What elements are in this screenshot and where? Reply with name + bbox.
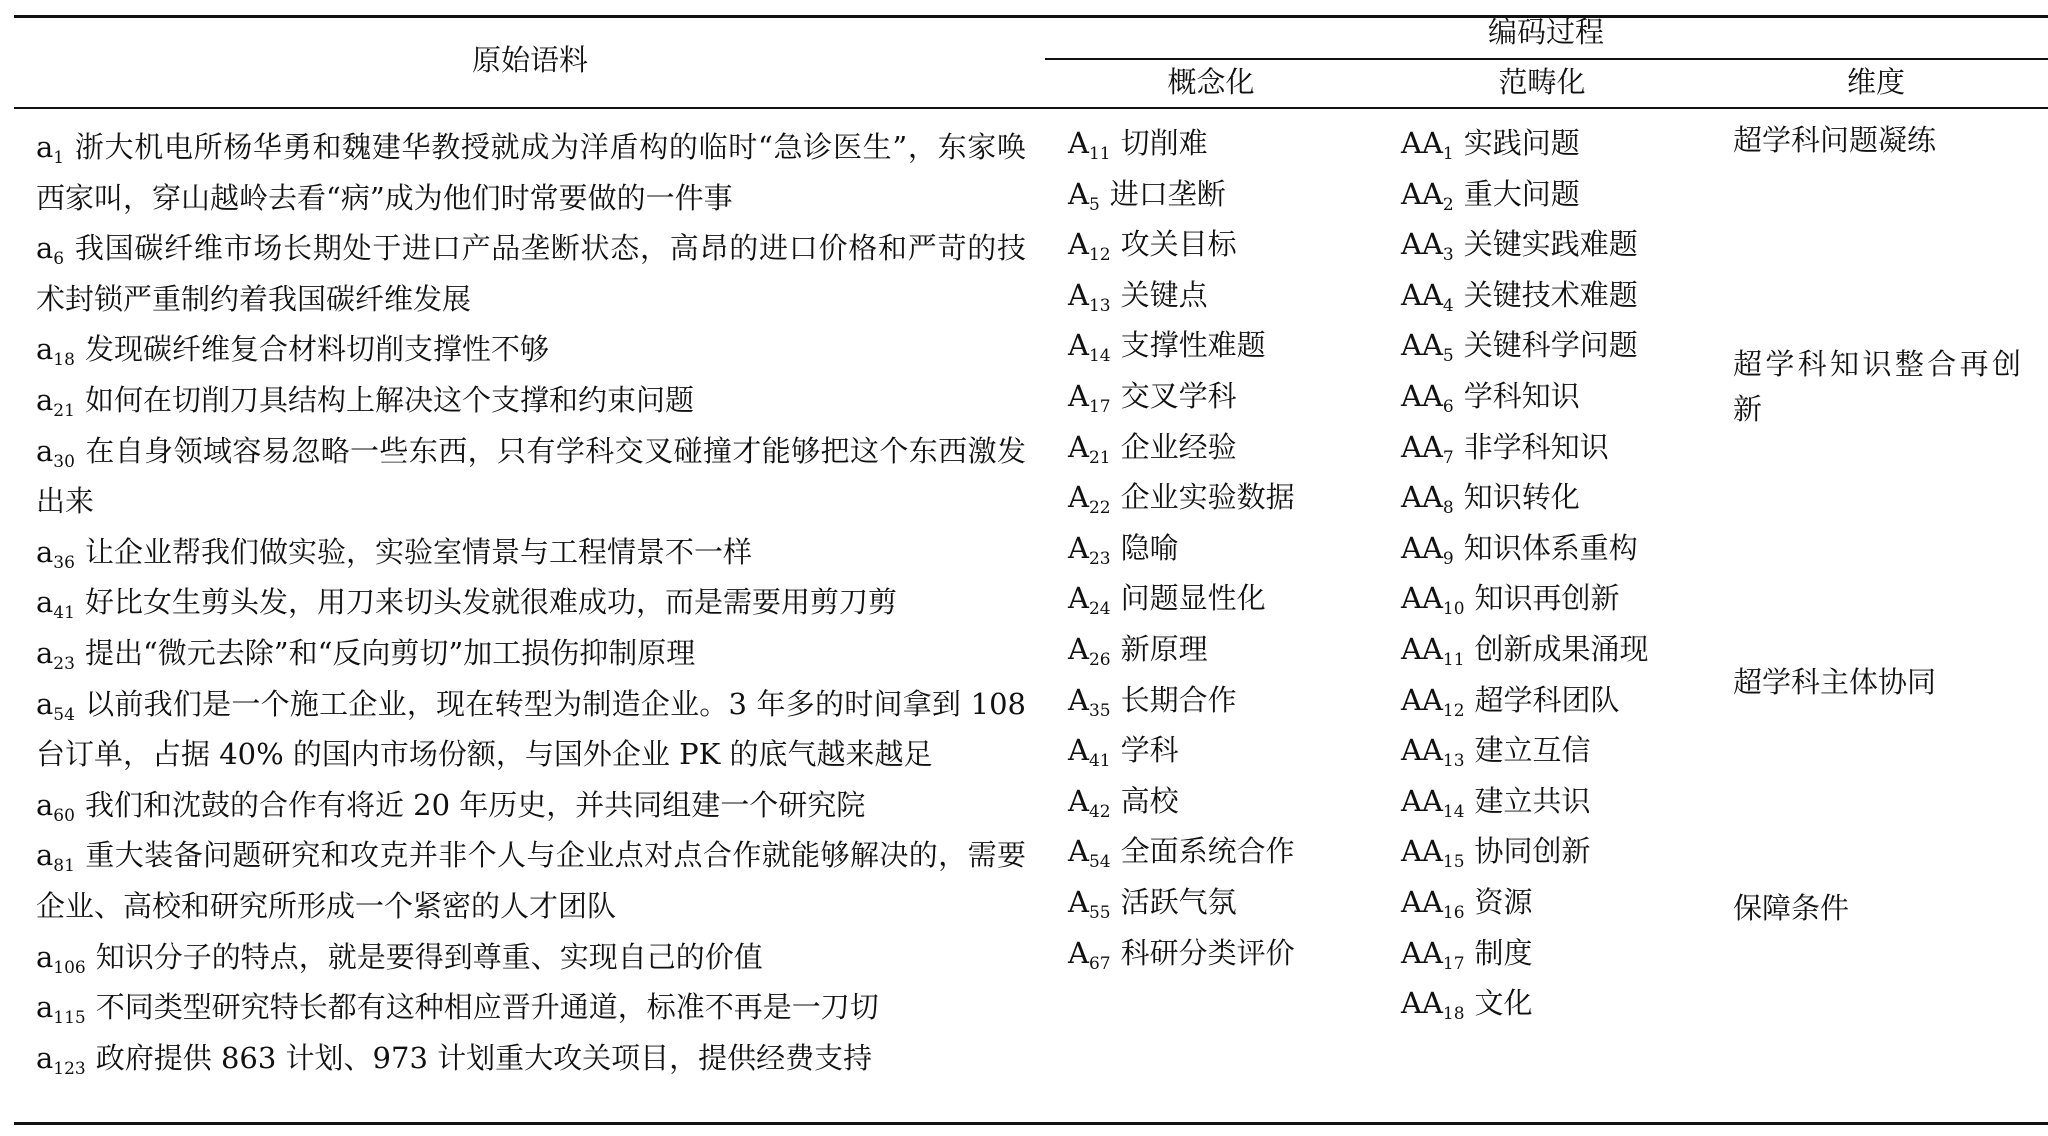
code-tag: $a_{36}$: [36, 534, 75, 573]
code-tag: $AA_{16}$: [1401, 884, 1465, 923]
code-text: 如何在切削刀具结构上解决这个支撑和约束问题: [84, 382, 694, 417]
code-text: 发现碳纤维复合材料切削支撑性不够: [84, 332, 549, 367]
code-tag: $AA_3$: [1401, 227, 1454, 266]
code-text: 知识分子的特点，就是要得到尊重、实现自己的价值: [95, 939, 763, 974]
dimension-knowledge-integration: 超学科知识整合再创新: [1733, 347, 2023, 426]
code-text: 协同创新: [1474, 834, 1591, 869]
code-text: 新原理: [1120, 631, 1208, 666]
concept-item: [1068, 219, 1295, 270]
category-item: [1401, 472, 1649, 523]
code-text: 制度: [1474, 935, 1533, 970]
category-item: [1401, 320, 1649, 371]
code-tag: $A_{41}$: [1068, 733, 1111, 772]
code-text: 活跃气氛: [1120, 884, 1237, 919]
code-text: 让企业帮我们做实验，实验室情景与工程情景不一样: [84, 534, 752, 569]
category-item: [1401, 978, 1649, 1029]
code-tag: $A_{55}$: [1068, 884, 1111, 923]
category-item: [1401, 371, 1649, 422]
code-text: 非学科知识: [1463, 429, 1609, 464]
code-tag: $AA_4$: [1401, 277, 1454, 316]
category-item: [1401, 270, 1649, 321]
code-tag: $a_{60}$: [36, 787, 75, 826]
code-tag: $A_5$: [1068, 176, 1100, 215]
source-item: [36, 122, 1026, 223]
concept-column: [1068, 118, 1295, 978]
source-column-header: 原始语料: [471, 43, 589, 77]
concept-item: [1068, 169, 1295, 220]
category-item: [1401, 675, 1649, 726]
concept-item: [1068, 472, 1295, 523]
concept-item: [1068, 523, 1295, 574]
source-item: [36, 628, 1026, 679]
code-text: 进口垄断: [1109, 176, 1226, 211]
code-text: 建立共识: [1474, 783, 1591, 818]
categorization-header: 范畴化: [1498, 65, 1586, 99]
source-item: [36, 527, 1026, 578]
source-item: [36, 577, 1026, 628]
code-text: 重大问题: [1463, 176, 1580, 211]
code-tag: $a_{81}$: [36, 838, 75, 877]
code-tag: $a_{123}$: [36, 1040, 86, 1079]
code-text: 在自身领域容易忽略一些东西，只有学科交叉碰撞才能够把这个东西激发出来: [36, 433, 1026, 519]
code-tag: $AA_{13}$: [1401, 733, 1465, 772]
code-tag: $A_{54}$: [1068, 834, 1111, 873]
code-tag: $A_{21}$: [1068, 429, 1111, 468]
category-item: [1401, 877, 1649, 928]
code-text: 切削难: [1120, 126, 1208, 160]
code-text: 企业经验: [1120, 429, 1237, 464]
dimension-problem-refinement: 超学科问题凝练: [1733, 123, 1937, 157]
code-text: 关键技术难题: [1463, 277, 1638, 312]
concept-item: [1068, 776, 1295, 827]
source-item: [36, 679, 1026, 780]
category-item: [1401, 776, 1649, 827]
code-text: 关键点: [1120, 277, 1208, 312]
source-item: [36, 223, 1026, 324]
code-tag: $A_{12}$: [1068, 227, 1111, 266]
concept-item: [1068, 371, 1295, 422]
category-item: [1401, 169, 1649, 220]
category-item: [1401, 219, 1649, 270]
code-tag: $A_{17}$: [1068, 378, 1111, 417]
category-item: [1401, 118, 1649, 169]
code-text: 好比女生剪头发，用刀来切头发就很难成功，而是需要用剪刀剪: [84, 585, 897, 620]
code-text: 浙大机电所杨华勇和魏建华教授就成为洋盾构的临时“急诊医生”，东家唤西家叫，穿山越岭去看“病”成为他们时常要做的一件事: [36, 130, 1026, 215]
code-tag: $AA_{14}$: [1401, 783, 1465, 822]
code-text: 知识转化: [1463, 480, 1580, 515]
code-tag: $A_{24}$: [1068, 581, 1111, 620]
code-text: 科研分类评价: [1120, 935, 1295, 970]
concept-item: [1068, 270, 1295, 321]
concept-item: [1068, 928, 1295, 979]
code-tag: $AA_{15}$: [1401, 834, 1465, 873]
category-item: [1401, 826, 1649, 877]
code-tag: $A_{13}$: [1068, 277, 1111, 316]
code-text: 关键科学问题: [1463, 328, 1638, 363]
code-tag: $AA_5$: [1401, 328, 1454, 367]
source-item: [36, 375, 1026, 426]
source-item: [36, 426, 1026, 527]
coding-process-header: 编码过程: [1487, 15, 1605, 49]
category-column: [1401, 118, 1649, 1029]
code-text: 实践问题: [1463, 126, 1580, 160]
code-tag: $AA_{11}$: [1401, 631, 1465, 670]
code-text: 学科知识: [1463, 378, 1580, 413]
code-tag: $a_{106}$: [36, 939, 86, 978]
category-item: [1401, 523, 1649, 574]
code-text: 关键实践难题: [1463, 227, 1638, 262]
code-text: 全面系统合作: [1120, 834, 1295, 869]
code-text: 我们和沈鼓的合作有将近 20 年历史，并共同组建一个研究院: [84, 787, 866, 822]
category-item: [1401, 422, 1649, 473]
code-text: 提出“微元去除”和“反向剪切”加工损伤抑制原理: [84, 635, 696, 670]
code-text: 重大装备问题研究和攻克并非个人与企业点对点合作就能够解决的，需要企业、高校和研究所形成一个紧密的人才团队: [36, 838, 1026, 923]
concept-item: [1068, 320, 1295, 371]
source-item: [36, 780, 1026, 831]
group-header-rule: [1045, 58, 2048, 60]
code-tag: $AA_2$: [1401, 176, 1454, 215]
code-text: 高校: [1120, 783, 1179, 818]
concept-item: [1068, 118, 1295, 169]
concept-item: [1068, 624, 1295, 675]
code-tag: $AA_{10}$: [1401, 581, 1465, 620]
code-tag: $AA_{12}$: [1401, 682, 1465, 721]
code-text: 学科: [1120, 733, 1179, 768]
code-text: 文化: [1474, 986, 1533, 1021]
code-tag: $A_{35}$: [1068, 682, 1111, 721]
code-tag: $A_{23}$: [1068, 530, 1111, 569]
source-item: [36, 830, 1026, 931]
code-text: 企业实验数据: [1120, 480, 1295, 515]
code-tag: $a_1$: [36, 130, 65, 168]
source-item: [36, 932, 1026, 983]
code-text: 不同类型研究特长都有这种相应晋升通道，标准不再是一刀切: [95, 990, 879, 1025]
code-text: 建立互信: [1474, 733, 1591, 768]
code-tag: $AA_1$: [1401, 126, 1454, 164]
code-tag: $A_{26}$: [1068, 631, 1111, 670]
code-tag: $A_{67}$: [1068, 935, 1111, 974]
code-tag: $a_{30}$: [36, 433, 75, 472]
category-item: [1401, 624, 1649, 675]
dimension-subject-collaboration: 超学科主体协同: [1733, 665, 1937, 699]
code-text: 隐喻: [1120, 530, 1179, 565]
source-item: [36, 324, 1026, 375]
code-text: 以前我们是一个施工企业，现在转型为制造企业。3 年多的时间拿到 108 台订单，占据 40% 的国内市场份额，与国外企业 PK 的底气越来越足: [36, 686, 1026, 772]
code-tag: $A_{11}$: [1068, 126, 1111, 164]
source-item: [36, 982, 1026, 1033]
code-text: 支撑性难题: [1120, 328, 1266, 363]
conceptualization-header: 概念化: [1167, 65, 1255, 99]
source-corpus-column: [36, 122, 1026, 1083]
code-text: 资源: [1474, 884, 1533, 919]
code-tag: $a_{115}$: [36, 990, 86, 1029]
code-tag: $AA_{17}$: [1401, 935, 1465, 974]
code-tag: $a_{54}$: [36, 686, 75, 725]
code-text: 我国碳纤维市场长期处于进口产品垄断状态，高昂的进口价格和严苛的技术封锁严重制约着我国碳纤维发展: [36, 231, 1026, 316]
concept-item: [1068, 877, 1295, 928]
code-text: 问题显性化: [1120, 581, 1266, 616]
code-tag: $A_{22}$: [1068, 480, 1111, 519]
code-tag: $a_{21}$: [36, 382, 75, 421]
concept-item: [1068, 725, 1295, 776]
code-tag: $a_6$: [36, 231, 65, 270]
concept-item: [1068, 826, 1295, 877]
code-tag: $AA_6$: [1401, 378, 1454, 417]
code-tag: $A_{14}$: [1068, 328, 1111, 367]
code-text: 创新成果涌现: [1474, 631, 1649, 666]
concept-item: [1068, 573, 1295, 624]
code-tag: $A_{42}$: [1068, 783, 1111, 822]
table-top-rule: [14, 15, 2048, 18]
code-text: 知识再创新: [1474, 581, 1620, 616]
code-tag: $AA_8$: [1401, 480, 1454, 519]
concept-item: [1068, 675, 1295, 726]
concept-item: [1068, 422, 1295, 473]
code-tag: $a_{18}$: [36, 332, 75, 371]
code-tag: $a_{41}$: [36, 585, 75, 624]
dimension-header: 维度: [1846, 65, 1906, 99]
code-text: 政府提供 863 计划、973 计划重大攻关项目，提供经费支持: [95, 1040, 873, 1075]
category-item: [1401, 928, 1649, 979]
category-item: [1401, 573, 1649, 624]
category-item: [1401, 725, 1649, 776]
code-tag: $AA_7$: [1401, 429, 1454, 468]
code-text: 交叉学科: [1120, 378, 1237, 413]
source-item: [36, 1033, 1026, 1084]
code-tag: $AA_{18}$: [1401, 986, 1465, 1025]
code-text: 知识体系重构: [1463, 530, 1638, 565]
code-text: 超学科团队: [1474, 682, 1620, 717]
code-tag: $a_{23}$: [36, 635, 75, 674]
code-tag: $AA_9$: [1401, 530, 1454, 569]
table-bottom-rule: [14, 1122, 2048, 1125]
code-text: 攻关目标: [1120, 227, 1237, 262]
header-bottom-rule: [14, 107, 2048, 109]
dimension-support-conditions: 保障条件: [1733, 891, 1850, 925]
code-text: 长期合作: [1120, 682, 1237, 717]
